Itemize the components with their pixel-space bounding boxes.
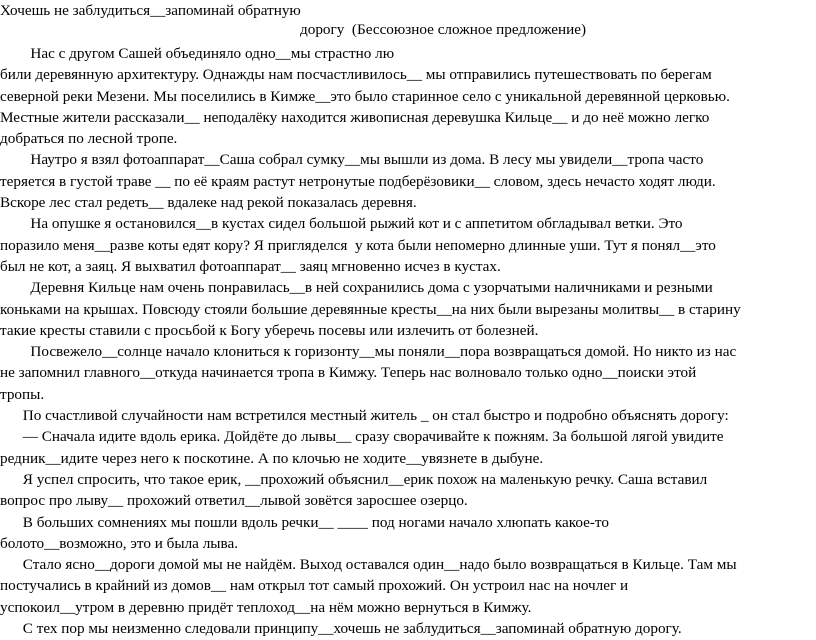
- text-line: постучались в крайний из домов__ нам открыл тот самый прохожий. Он устроил нас на ночлег и: [0, 577, 629, 594]
- text-line: коньками на крышах. Повсюду стояли большие деревянные кресты__на них были вырезаны молитвы__ в старину: [0, 301, 741, 318]
- text-line: Местные жители рассказали__ неподалёку находится живописная деревушка Кильце__ и до неё можно легко: [0, 109, 710, 126]
- text-line: болото__возможно, это и была лыва.: [0, 535, 239, 552]
- title-line-1: Хочешь не заблудиться__запоминай обратную: [0, 2, 301, 19]
- text-line: Вскоре лес стал редеть__ вдалеке над рекой показалась деревня.: [0, 194, 417, 211]
- text-line: Посвежело__солнце начало клониться к горизонту__мы поняли__пора возвращаться домой. Но никто из нас: [0, 343, 737, 360]
- text-line: тропы.: [0, 386, 45, 403]
- text-line: — Сначала идите вдоль ерика. Дойдёте до лывы__ сразу сворачивайте к пожням. За большой лягой увидите: [0, 428, 724, 445]
- text-line: С тех пор мы неизменно следовали принципу__хочешь не заблудиться__запоминай обратную дорогу.: [0, 620, 682, 637]
- text-line: вопрос про лыву__ прохожий ответил__лывой зовётся заросшее озерцо.: [0, 492, 468, 509]
- text-line: северной реки Мезени. Мы поселились в Кимже__это было старинное село с уникальной деревянной церковью.: [0, 88, 730, 105]
- text-line: били деревянную архитектуру. Однажды нам посчастливилось__ мы отправились путешествовать по берегам: [0, 66, 712, 83]
- text-line: Я успел спросить, что такое ерик, __прохожий объяснил__ерик похож на маленькую речку. Саша вставил: [0, 471, 708, 488]
- text-line: был не кот, а заяц. Я выхватил фотоаппарат__ заяц мгновенно исчез в кустах.: [0, 258, 501, 275]
- text-line: Наутро я взял фотоаппарат__Саша собрал сумку__мы вышли из дома. В лесу мы увидели__тропа часто: [0, 151, 704, 168]
- text-line: редник__идите через него к поскотине. А по клочью не ходите__увязнете в дыбуне.: [0, 450, 544, 467]
- text-line: Стало ясно__дороги домой мы не найдём. Выход оставался один__надо было возвращаться в Кильце. Там мы: [0, 556, 737, 573]
- text-line: В больших сомнениях мы пошли вдоль речки__ ____ под ногами начало хлюпать какое-то: [0, 514, 609, 531]
- text-line: Деревня Кильце нам очень понравилась__в ней сохранились дома с узорчатыми наличниками и резными: [0, 279, 713, 296]
- text-line: Нас с другом Сашей объединяло одно__мы страстно лю: [0, 45, 395, 62]
- title-line-2: дорогу (Бессоюзное сложное предложение): [300, 21, 587, 38]
- text-line: На опушке я остановился__в кустах сидел большой рыжий кот и с аппетитом обгладывал ветки. Это: [0, 215, 683, 232]
- text-line: такие кресты ставили с просьбой к Богу уберечь посевы или излечить от болезней.: [0, 322, 539, 339]
- text-line: не запомнил главного__откуда начинается тропа в Кимжу. Теперь нас волновало только одно__поиски этой: [0, 364, 697, 381]
- text-line: поразило меня__разве коты едят кору? Я пригляделся у кота были непомерно длинные уши. Тут я понял__это: [0, 237, 716, 254]
- text-line: успокоил__утром в деревню придёт теплоход__на нём можно вернуться в Кимжу.: [0, 599, 532, 616]
- text-line: теряется в густой траве __ по её краям растут нетронутые подберёзовики__ словом, здесь нечасто ходят люди.: [0, 173, 716, 190]
- text-line: По счастливой случайности нам встретился местный житель _ он стал быстро и подробно объяснять дорогу:: [0, 407, 729, 424]
- text-line: добраться по лесной тропе.: [0, 130, 178, 147]
